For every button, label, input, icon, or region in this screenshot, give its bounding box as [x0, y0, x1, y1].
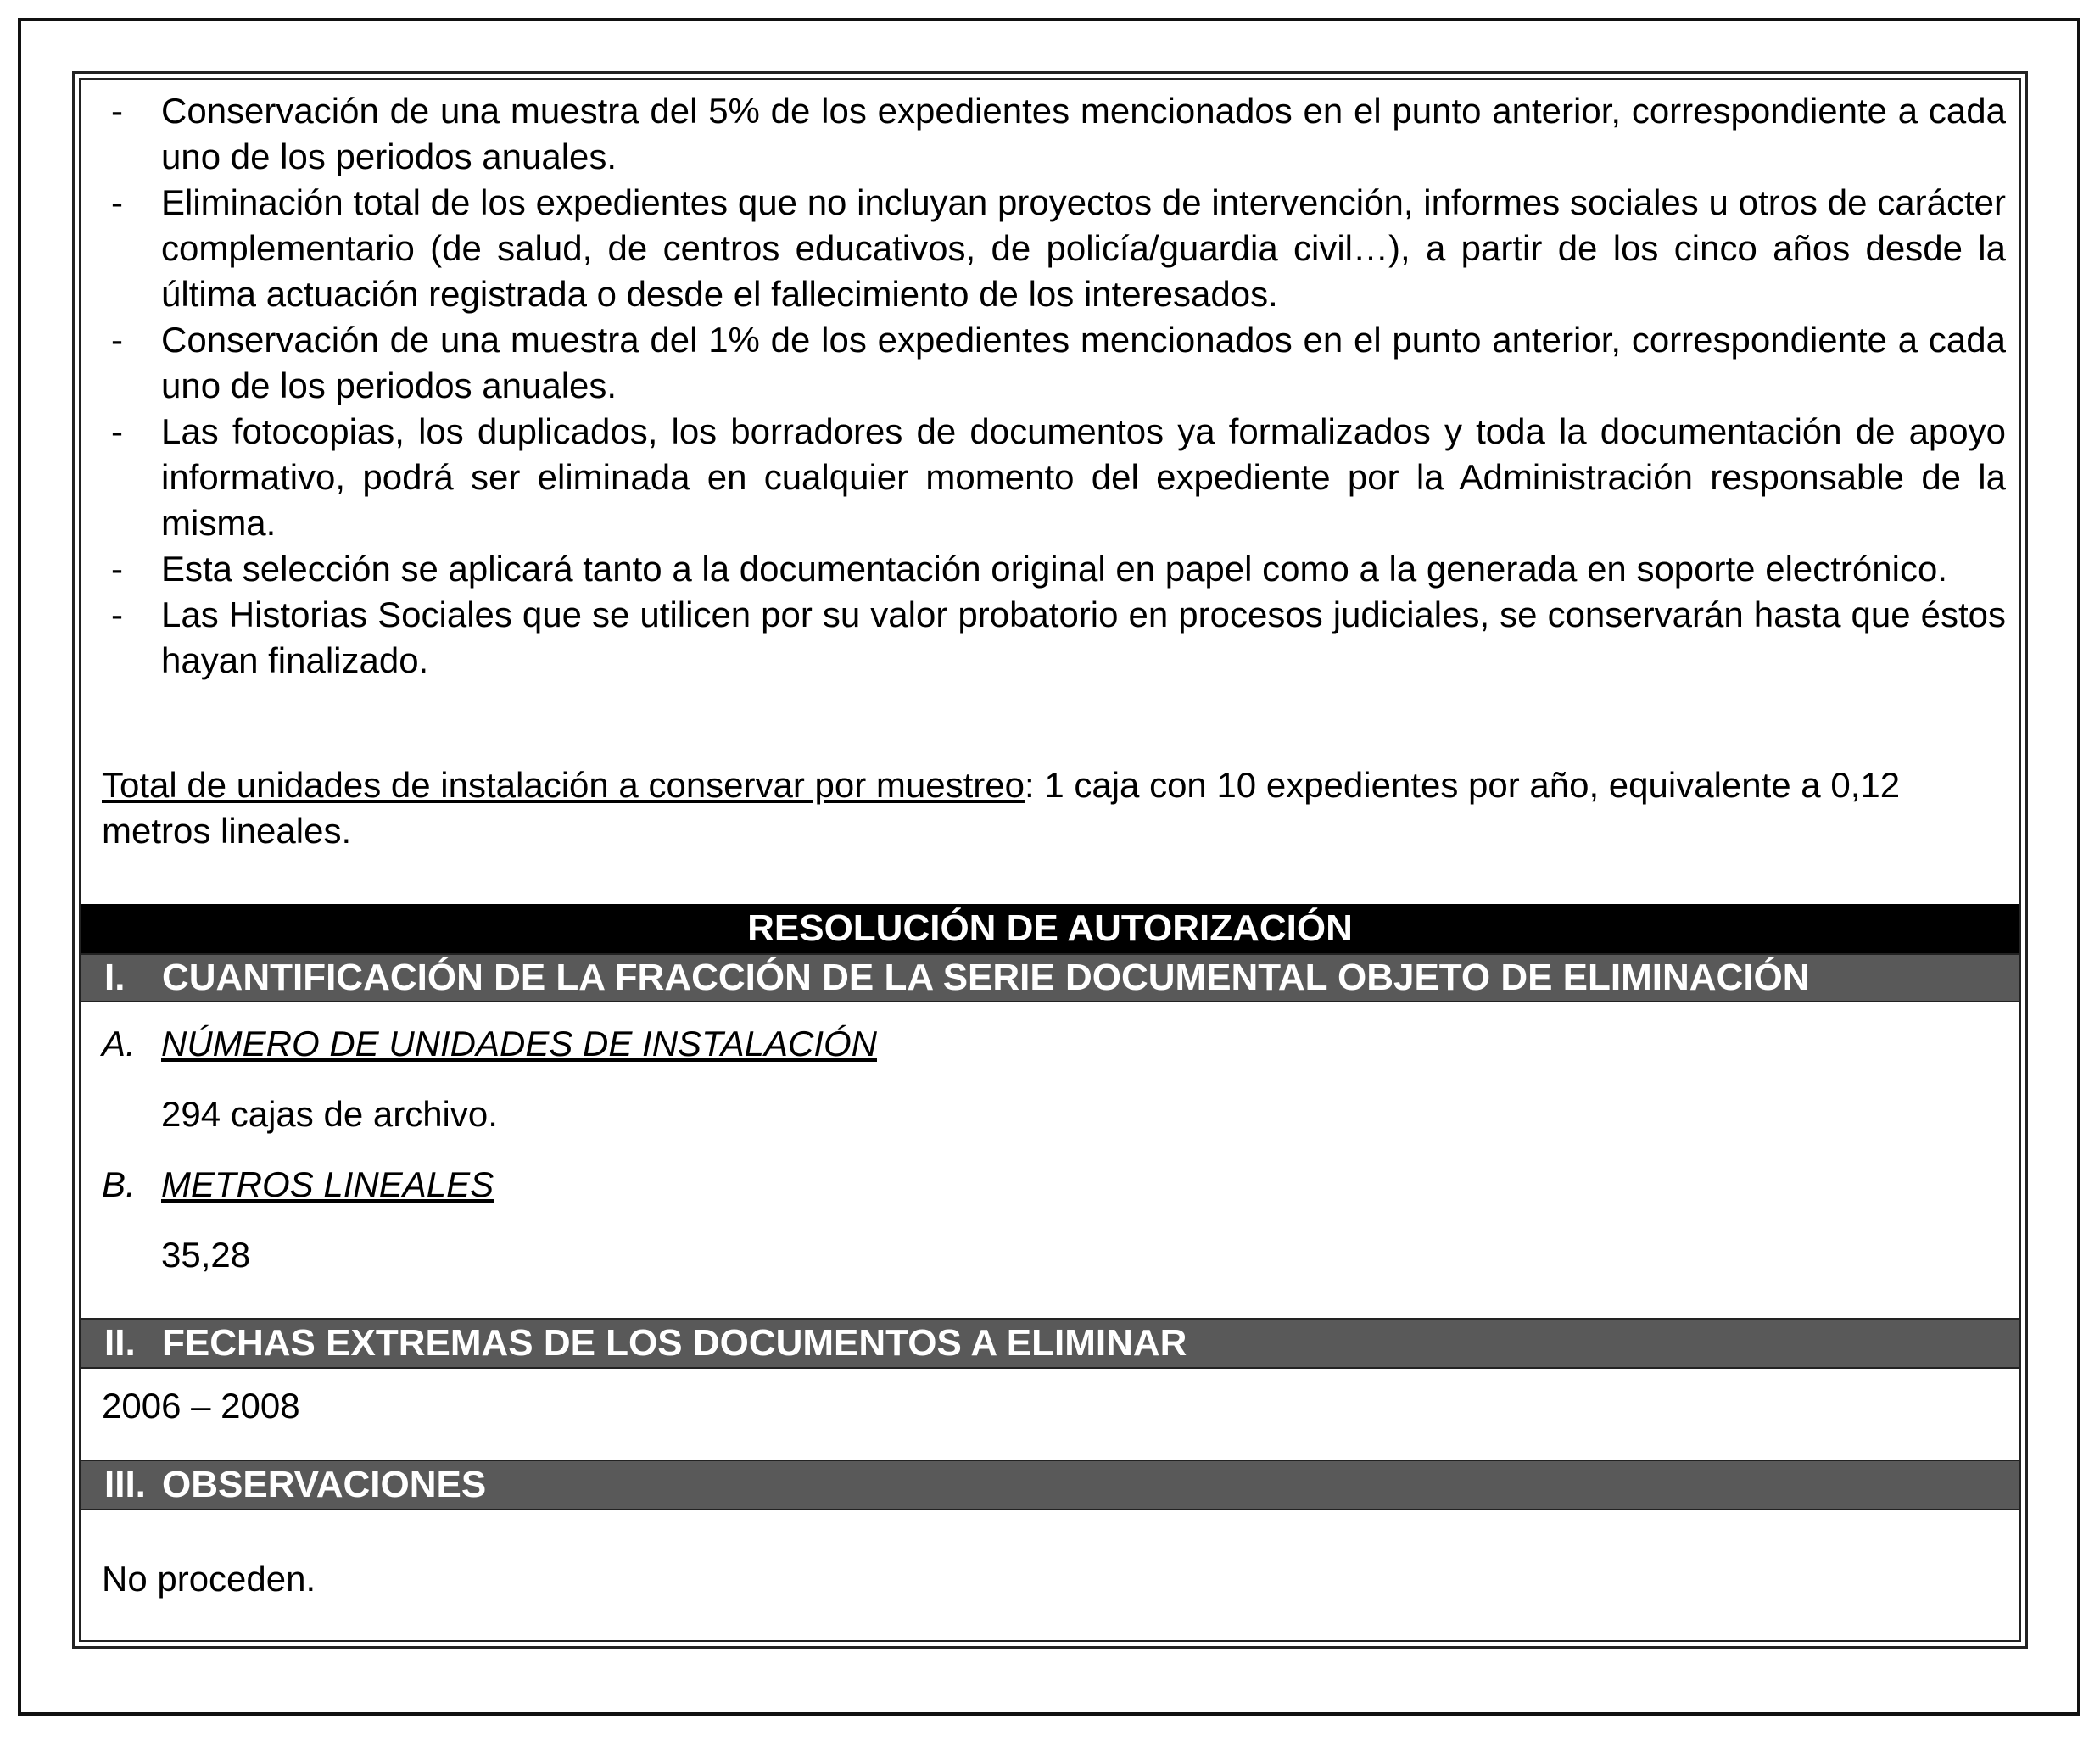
list-item: - Esta selección se aplicará tanto a la documentación original en papel como a la generada en soporte electrónico. — [106, 546, 2006, 592]
section-header-dates — [81, 1318, 2019, 1369]
document-table-inner — [79, 78, 2021, 1642]
section-title: FECHAS EXTREMAS DE LOS DOCUMENTOS A ELIMINAR — [162, 1322, 1187, 1364]
sampling-total-label: Total de unidades de instalación a conservar por muestreo — [102, 765, 1025, 805]
section-number: I. — [104, 957, 126, 998]
document-table — [72, 71, 2028, 1649]
subsection-letter: B. — [102, 1164, 136, 1204]
selection-criteria-list — [106, 88, 2006, 684]
section-title: CUANTIFICACIÓN DE LA FRACCIÓN DE LA SERIE DOCUMENTAL OBJETO DE ELIMINACIÓN — [162, 957, 1810, 998]
list-item: - Eliminación total de los expedientes que no incluyan proyectos de intervención, informes sociales u otros de carácter complementario (de salud, de centros educativos, de policía/guardia civil…), a partir de los cinco años desde la última actuación registrada o desde el fallecimiento de los interesados. — [106, 180, 2006, 317]
list-item: - Las Historias Sociales que se utilicen por su valor probatorio en procesos judiciales, se conservarán hasta que éstos hayan finalizado. — [106, 592, 2006, 684]
list-item: - Conservación de una muestra del 1% de los expedientes mencionados en el punto anterior, correspondiente a cada uno de los periodos anuales. — [106, 317, 2006, 409]
units-value: 294 cajas de archivo. — [161, 1094, 498, 1134]
section-title: OBSERVACIONES — [162, 1464, 487, 1505]
subsection-title: NÚMERO DE UNIDADES DE INSTALACIÓN — [161, 1024, 877, 1063]
subsection-meters-heading — [102, 1162, 494, 1208]
sampling-total-text: : 1 caja con 10 expedientes por año, equivalente a 0,12 metros lineales. — [102, 765, 1901, 851]
subsection-letter: A. — [102, 1024, 136, 1063]
subsection-units-heading — [102, 1021, 877, 1067]
subsection-title: METROS LINEALES — [161, 1164, 494, 1204]
observations-value: No proceden. — [102, 1559, 316, 1599]
sampling-total-paragraph — [102, 762, 2002, 854]
section-header-quantification — [81, 953, 2019, 1002]
resolution-title: RESOLUCIÓN DE AUTORIZACIÓN — [81, 904, 2019, 953]
section-header-observations — [81, 1460, 2019, 1510]
section-number: II. — [104, 1322, 136, 1364]
meters-value: 35,28 — [161, 1235, 251, 1275]
section-number: III. — [104, 1464, 146, 1505]
list-item: - Las fotocopias, los duplicados, los borradores de documentos ya formalizados y toda la documentación de apoyo informativo, podrá ser eliminada en cualquier momento del expediente por la Administración responsable de la misma. — [106, 409, 2006, 546]
list-item: - Conservación de una muestra del 5% de los expedientes mencionados en el punto anterior, correspondiente a cada uno de los periodos anuales. — [106, 88, 2006, 180]
dates-value: 2006 – 2008 — [102, 1386, 300, 1426]
